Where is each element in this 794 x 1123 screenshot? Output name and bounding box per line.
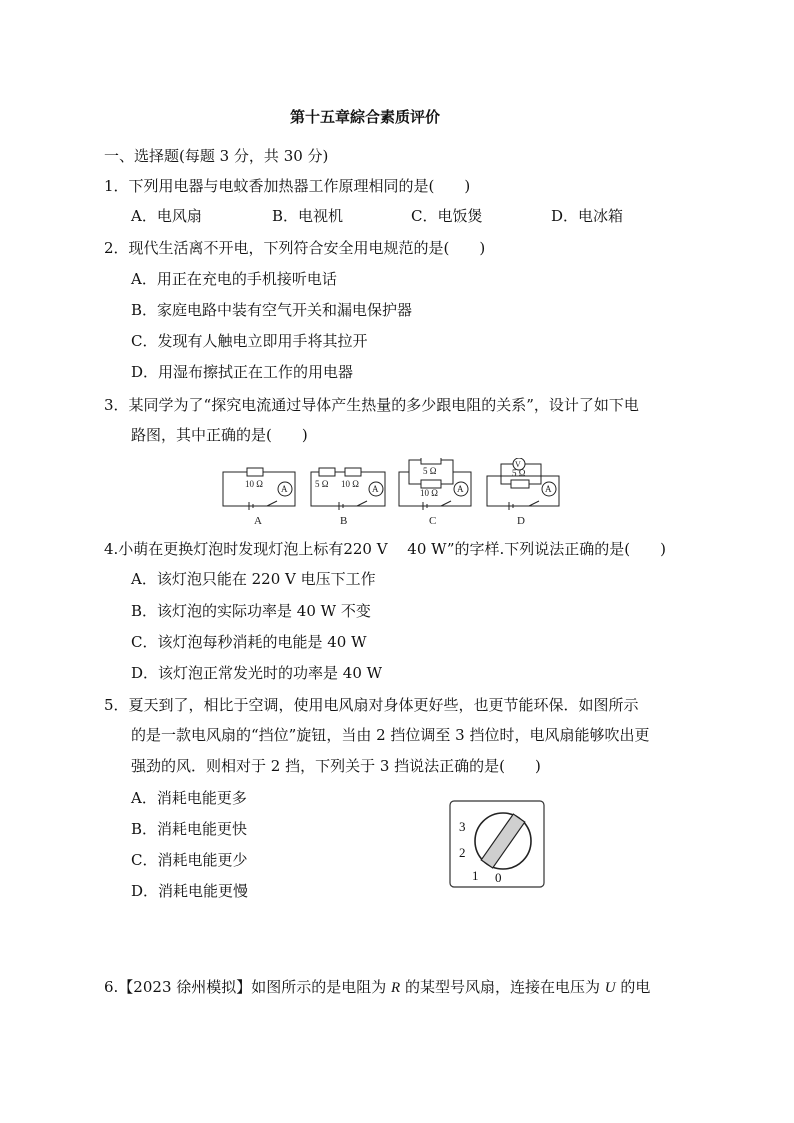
resistor bbox=[511, 480, 529, 488]
ammeter-label: A bbox=[281, 484, 288, 494]
variable-u: U bbox=[604, 980, 616, 996]
question-stem-part-2: 的某型号风扇，连接在电压为 bbox=[400, 978, 605, 996]
option-c: C．电饭煲 bbox=[411, 207, 483, 225]
circuit-diagrams bbox=[215, 458, 595, 528]
resistor-label: 5 Ω bbox=[512, 468, 526, 478]
question-stem-line-3: 强劲的风．则相对于 2 挡，下列关于 3 挡说法正确的是( ) bbox=[131, 757, 541, 775]
resistor bbox=[345, 468, 361, 476]
page-title: 第十五章綜合素质评价 bbox=[290, 108, 441, 126]
option-label: D bbox=[517, 515, 525, 527]
voltmeter-label: V bbox=[515, 460, 521, 469]
question-stem: 2．现代生活离不开电，下列符合安全用电规范的是( ) bbox=[104, 239, 486, 257]
circuit-d bbox=[487, 458, 559, 527]
option-label: C bbox=[429, 515, 437, 527]
question-stem-line-1: 3．某同学为了“探究电流通过导体产生热量的多少跟电阻的关系”，设计了如下电 bbox=[104, 396, 639, 414]
question-stem-line-2: 路图，其中正确的是( ) bbox=[131, 426, 308, 444]
resistor bbox=[319, 468, 335, 476]
option-label: A bbox=[254, 515, 262, 527]
option-d: D．用湿布擦拭正在工作的用电器 bbox=[131, 363, 354, 381]
resistor-label-2: 10 Ω bbox=[341, 479, 359, 489]
question-stem-line-1: 5．夏天到了，相比于空调，使用电风扇对身体更好些，也更节能环保．如图所示 bbox=[104, 696, 639, 714]
resistor-label-1: 5 Ω bbox=[315, 479, 329, 489]
option-a: A．该灯泡只能在 220 V 电压下工作 bbox=[131, 570, 376, 588]
question-6 bbox=[104, 977, 650, 998]
option-b: B．电视机 bbox=[272, 207, 344, 225]
option-a: A．消耗电能更多 bbox=[131, 789, 247, 807]
option-label: B bbox=[340, 515, 348, 527]
circuit-a bbox=[223, 468, 295, 527]
question-stem: 4.小萌在更换灯泡时发现灯泡上标有220 V 40 W”的字样.下列说法正确的是( ) bbox=[104, 540, 667, 558]
variable-r: R bbox=[391, 980, 401, 996]
resistor bbox=[421, 458, 441, 464]
ammeter-label: A bbox=[545, 484, 552, 494]
resistor-label-1: 5 Ω bbox=[423, 466, 437, 476]
ammeter-label: A bbox=[457, 484, 464, 494]
fan-knob-figure bbox=[449, 800, 545, 888]
question-stem-line-2: 的是一款电风扇的“挡位”旋钮，当由 2 挡位调至 3 挡位时，电风扇能够吹出更 bbox=[131, 726, 650, 744]
resistor-label-2: 10 Ω bbox=[420, 488, 438, 498]
resistor-label: 10 Ω bbox=[245, 479, 263, 489]
option-a: A．用正在充电的手机接听电话 bbox=[131, 270, 337, 288]
option-b: B．该灯泡的实际功率是 40 W 不变 bbox=[131, 602, 371, 620]
option-b: B．消耗电能更快 bbox=[131, 820, 248, 838]
resistor bbox=[247, 468, 263, 476]
position-label-0: 0 bbox=[495, 870, 502, 885]
section-header: 一、选择题(每题 3 分，共 30 分) bbox=[104, 147, 329, 165]
ammeter-label: A bbox=[372, 484, 379, 494]
position-label-3: 3 bbox=[459, 819, 466, 834]
question-stem: 1．下列用电器与电蚊香加热器工作原理相同的是( ) bbox=[104, 177, 471, 195]
option-c: C．发现有人触电立即用手将其拉开 bbox=[131, 332, 368, 350]
option-c: C．消耗电能更少 bbox=[131, 851, 248, 869]
circuit-c bbox=[399, 458, 471, 527]
question-stem-part-1: 6.【2023 徐州模拟】如图所示的是电阻为 bbox=[104, 978, 392, 996]
position-label-1: 1 bbox=[472, 868, 479, 883]
position-label-2: 2 bbox=[459, 845, 466, 860]
option-d: D．消耗电能更慢 bbox=[131, 882, 249, 900]
option-b: B．家庭电路中装有空气开关和漏电保护器 bbox=[131, 301, 413, 319]
question-stem-part-3: 的电 bbox=[615, 978, 651, 996]
option-c: C．该灯泡每秒消耗的电能是 40 W bbox=[131, 633, 367, 651]
circuit-b bbox=[311, 468, 385, 527]
resistor bbox=[421, 480, 441, 488]
option-a: A．电风扇 bbox=[131, 207, 202, 225]
option-d: D．该灯泡正常发光时的功率是 40 W bbox=[131, 664, 383, 682]
option-d: D．电冰箱 bbox=[551, 207, 624, 225]
